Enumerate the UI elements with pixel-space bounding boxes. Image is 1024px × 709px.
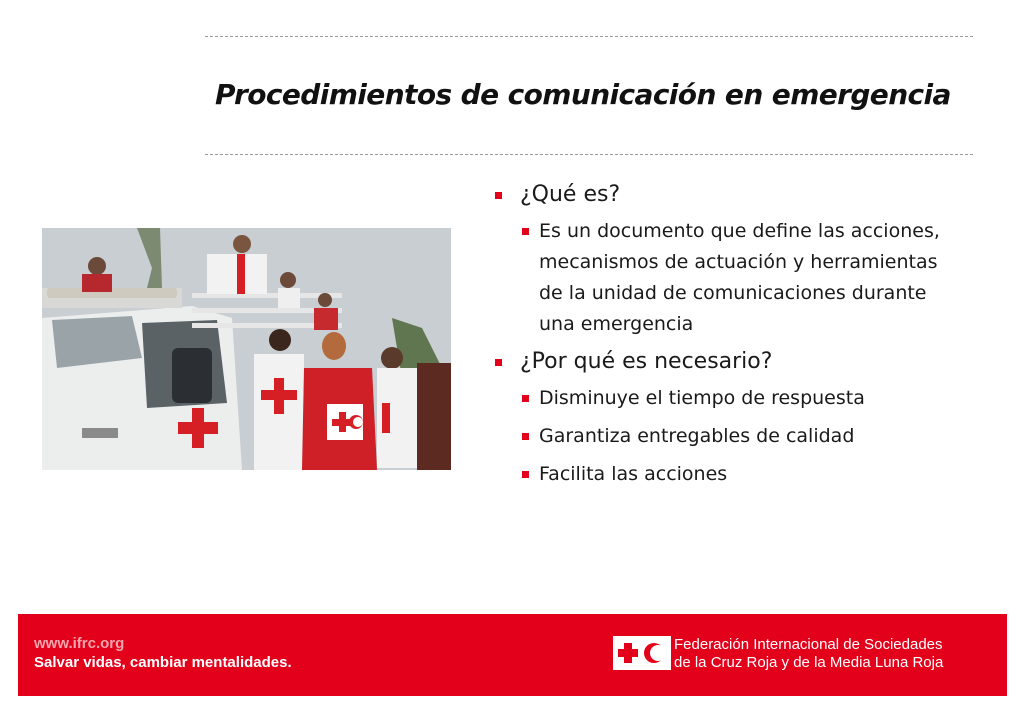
bullet-square-icon [522,433,529,440]
bullet-square-icon [522,471,529,478]
bullet-square-icon [522,395,529,402]
footer-org-line1: Federación Internacional de Sociedades [674,636,943,653]
sub-bullet [490,421,960,452]
sub-bullet [490,383,960,414]
footer-url: www.ifrc.org [34,635,125,652]
bullet-square-icon [495,359,502,366]
volunteers-photo [42,228,451,470]
sub-bullet [490,459,960,490]
bullet-square-icon [522,228,529,235]
bullet-square-icon [495,192,502,199]
footer-org-line2: de la Cruz Roja y de la Media Luna Roja [674,654,944,671]
sub-bullet-text: Facilita las acciones [539,463,728,485]
bottom-dashed-rule [205,154,973,155]
sub-bullet [490,216,960,340]
bullet-content [490,180,960,497]
bullet-label: ¿Por qué es necesario? [520,349,773,374]
footer-tagline: Salvar vidas, cambiar mentalidades. [34,654,292,671]
sub-bullet-text: Garantiza entregables de calidad [539,425,855,447]
bullet-por-que [490,347,960,377]
sub-bullet-text: Es un documento que define las acciones, mecanismos de actuación y herramientas de la unidad de comunicaciones durante una emergencia [539,220,940,335]
sub-bullet-text: Disminuye el tiempo de respuesta [539,387,865,409]
bullet-label: ¿Qué es? [520,182,621,207]
red-cross-crescent-logo-icon [613,636,671,670]
slide-title: Procedimientos de comunicación en emergencia [215,78,951,111]
top-dashed-rule [205,36,973,37]
footer-banner [18,614,1007,696]
bullet-que-es [490,180,960,210]
